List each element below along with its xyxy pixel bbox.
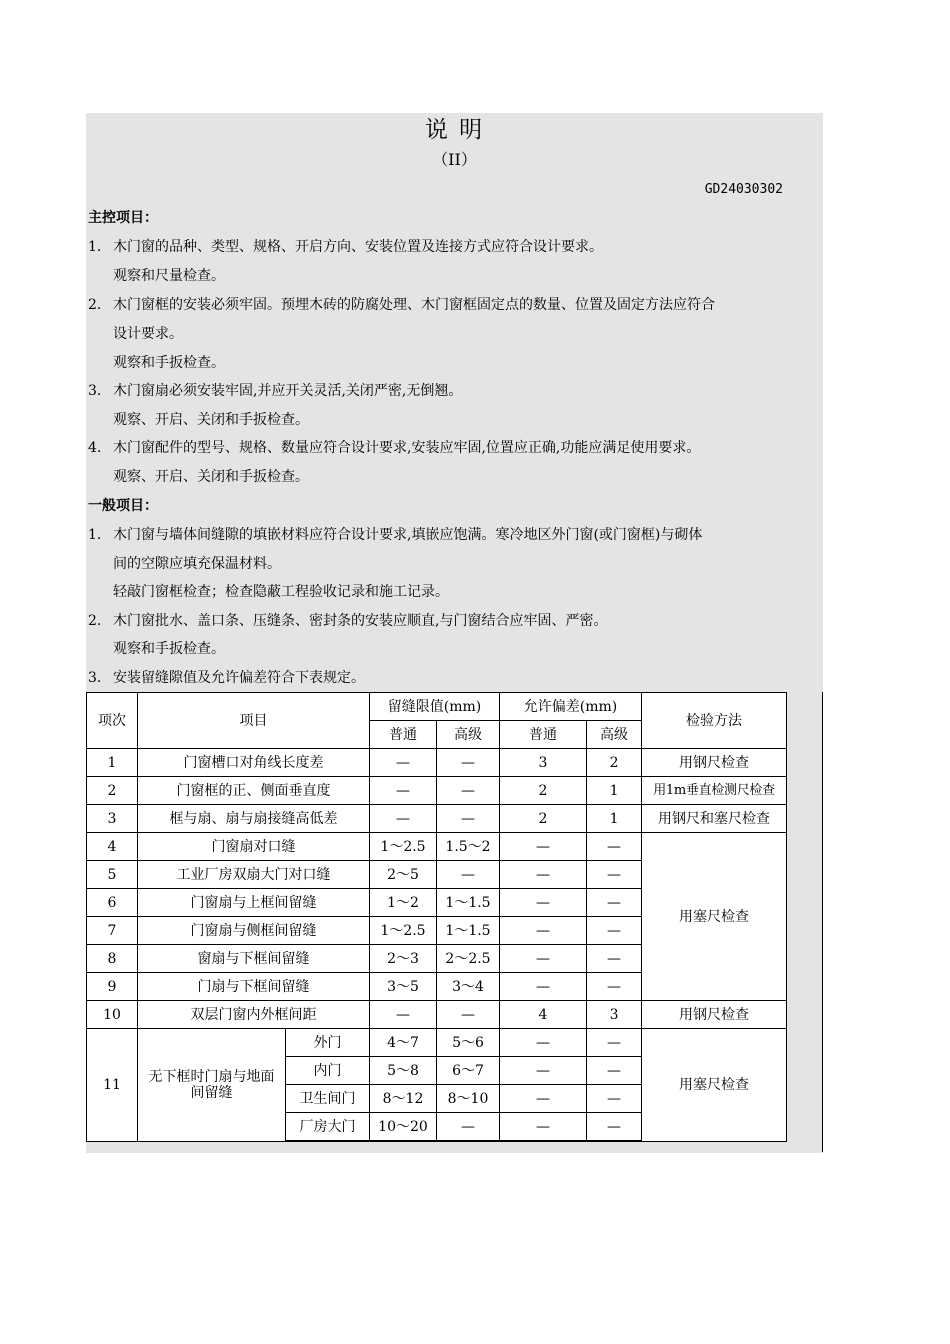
gap-high: —: [437, 749, 500, 777]
gap-high: 3～4: [437, 973, 500, 1001]
item-number: 2.: [88, 613, 102, 629]
item-number: 1.: [88, 239, 102, 255]
row-number: 5: [87, 861, 138, 889]
main-item-3: [88, 381, 462, 401]
dev-high: —: [587, 1113, 642, 1142]
row-number: 9: [87, 973, 138, 1001]
dev-normal: —: [500, 1057, 587, 1085]
item-text: 木门窗配件的型号、规格、数量应符合设计要求,安装应牢固,位置应正确,功能应满足使用要求。: [113, 440, 701, 456]
general-item-2-method: 观察和手扳检查。: [113, 641, 225, 657]
gap-normal: 10～20: [370, 1113, 437, 1142]
main-item-2-continued: 设计要求。: [113, 326, 183, 342]
gap-normal: 3～5: [370, 973, 437, 1001]
main-item-4-method: 观察、开启、关闭和手扳检查。: [113, 469, 309, 485]
dev-high: 3: [587, 1001, 642, 1029]
header-gap-high: 高级: [437, 721, 500, 749]
general-items-heading: 一般项目：: [88, 498, 158, 514]
document-code: GD24030302: [704, 182, 783, 197]
gap-high: 8～10: [437, 1085, 500, 1113]
gap-high: 1～1.5: [437, 889, 500, 917]
row-item: 窗扇与下框间留缝: [138, 945, 370, 973]
dev-normal: 2: [500, 777, 587, 805]
tolerance-table: [86, 692, 787, 1142]
item-text: 安装留缝隙值及允许偏差符合下表规定。: [113, 670, 365, 686]
row-item: 门扇与下框间留缝: [138, 973, 370, 1001]
row-number: 7: [87, 917, 138, 945]
row-item: 门窗扇对口缝: [138, 833, 370, 861]
gap-high: —: [437, 805, 500, 833]
dev-high: —: [587, 889, 642, 917]
table-right-border-line: [822, 692, 823, 1152]
header-gap-limit: 留缝限值(mm): [370, 693, 500, 721]
dev-normal: —: [500, 1029, 587, 1057]
gap-normal: —: [370, 805, 437, 833]
page-subtitle: （II）: [432, 150, 477, 169]
dev-normal: —: [500, 889, 587, 917]
item-number: 3.: [88, 383, 102, 399]
row-method: 用钢尺检查: [642, 749, 787, 777]
row-item: 门窗槽口对角线长度差: [138, 749, 370, 777]
item-number: 4.: [88, 440, 102, 456]
header-gap-normal: 普通: [370, 721, 437, 749]
row-item: 工业厂房双扇大门对口缝: [138, 861, 370, 889]
gap-normal: —: [370, 749, 437, 777]
general-item-1-method: 轻敲门窗框检查；检查隐蔽工程验收记录和施工记录。: [113, 584, 449, 600]
dev-normal: —: [500, 973, 587, 1001]
dev-high: 1: [587, 777, 642, 805]
row-sub-item: 厂房大门: [286, 1113, 370, 1142]
gap-normal: 2～3: [370, 945, 437, 973]
row-number: 6: [87, 889, 138, 917]
dev-normal: —: [500, 861, 587, 889]
dev-normal: 4: [500, 1001, 587, 1029]
header-index: 项次: [87, 693, 138, 749]
main-items-heading: 主控项目：: [88, 210, 158, 226]
row-item: 无下框时门扇与地面间留缝: [138, 1029, 286, 1142]
dev-normal: 3: [500, 749, 587, 777]
row-number: 10: [87, 1001, 138, 1029]
row-item: 框与扇、扇与扇接缝高低差: [138, 805, 370, 833]
item-number: 2.: [88, 297, 102, 313]
header-method: 检验方法: [642, 693, 787, 749]
page-title: 说 明: [424, 117, 485, 143]
item-number: 1.: [88, 527, 102, 543]
header-dev-high: 高级: [587, 721, 642, 749]
row-number: 3: [87, 805, 138, 833]
row-sub-item: 外门: [286, 1029, 370, 1057]
header-allowed-deviation: 允许偏差(mm): [500, 693, 642, 721]
gap-normal: 1～2.5: [370, 833, 437, 861]
gap-normal: 5～8: [370, 1057, 437, 1085]
dev-high: —: [587, 973, 642, 1001]
row-method: 用钢尺和塞尺检查: [642, 805, 787, 833]
dev-high: —: [587, 1057, 642, 1085]
main-item-3-method: 观察、开启、关闭和手扳检查。: [113, 412, 309, 428]
row-sub-item: 卫生间门: [286, 1085, 370, 1113]
gap-normal: —: [370, 1001, 437, 1029]
dev-normal: —: [500, 945, 587, 973]
row-item: 门窗扇与侧框间留缝: [138, 917, 370, 945]
gap-high: —: [437, 1113, 500, 1142]
row-number: 4: [87, 833, 138, 861]
dev-normal: —: [500, 917, 587, 945]
row-method: 用塞尺检查: [642, 833, 787, 1001]
row-number: 2: [87, 777, 138, 805]
gap-high: 1.5～2: [437, 833, 500, 861]
dev-high: 1: [587, 805, 642, 833]
dev-high: —: [587, 833, 642, 861]
header-dev-normal: 普通: [500, 721, 587, 749]
dev-normal: —: [500, 833, 587, 861]
table-row: [87, 777, 787, 805]
row-sub-item: 内门: [286, 1057, 370, 1085]
gap-high: 1～1.5: [437, 917, 500, 945]
dev-high: —: [587, 1085, 642, 1113]
row-item: 门窗扇与上框间留缝: [138, 889, 370, 917]
row-method: 用钢尺检查: [642, 1001, 787, 1029]
gap-high: —: [437, 1001, 500, 1029]
row-method: 用1m垂直检测尺检查: [642, 777, 787, 805]
general-item-2: [88, 611, 607, 631]
item-text: 木门窗框的安装必须牢固。预埋木砖的防腐处理、木门窗框固定点的数量、位置及固定方法应符合: [113, 297, 715, 313]
dev-normal: 2: [500, 805, 587, 833]
gap-normal: 1～2.5: [370, 917, 437, 945]
main-item-4: [88, 438, 700, 458]
dev-high: —: [587, 917, 642, 945]
table-row: [87, 1001, 787, 1029]
gap-normal: —: [370, 777, 437, 805]
item-text: 木门窗与墙体间缝隙的填嵌材料应符合设计要求,填嵌应饱满。寒冷地区外门窗(或门窗框)与砌体: [113, 527, 703, 543]
gap-high: —: [437, 861, 500, 889]
gap-normal: 2～5: [370, 861, 437, 889]
dev-high: —: [587, 1029, 642, 1057]
gap-normal: 1～2: [370, 889, 437, 917]
main-item-2: [88, 295, 715, 315]
table-row: [87, 1029, 787, 1057]
general-item-1: [88, 525, 702, 545]
gap-high: 6～7: [437, 1057, 500, 1085]
row-number: 8: [87, 945, 138, 973]
table-row: [87, 833, 787, 861]
general-item-3: [88, 668, 365, 688]
table-header-row: [87, 693, 787, 721]
table-row: [87, 749, 787, 777]
row-number: 11: [87, 1029, 138, 1142]
dev-normal: —: [500, 1085, 587, 1113]
main-item-2-method: 观察和手扳检查。: [113, 355, 225, 371]
gap-normal: 4～7: [370, 1029, 437, 1057]
dev-high: 2: [587, 749, 642, 777]
main-item-1: [88, 237, 603, 257]
gap-high: 5～6: [437, 1029, 500, 1057]
item-text: 木门窗的品种、类型、规格、开启方向、安装位置及连接方式应符合设计要求。: [113, 239, 603, 255]
main-item-1-method: 观察和尺量检查。: [113, 268, 225, 284]
dev-high: —: [587, 861, 642, 889]
gap-high: —: [437, 777, 500, 805]
gap-high: 2～2.5: [437, 945, 500, 973]
item-text: 木门窗扇必须安装牢固,并应开关灵活,关闭严密,无倒翘。: [113, 383, 463, 399]
general-item-1-continued: 间的空隙应填充保温材料。: [113, 556, 281, 572]
row-item: 双层门窗内外框间距: [138, 1001, 370, 1029]
dev-high: —: [587, 945, 642, 973]
table-row: [87, 805, 787, 833]
item-number: 3.: [88, 670, 102, 686]
item-text: 木门窗批水、盖口条、压缝条、密封条的安装应顺直,与门窗结合应牢固、严密。: [113, 613, 608, 629]
row-method: 用塞尺检查: [642, 1029, 787, 1142]
gap-normal: 8～12: [370, 1085, 437, 1113]
header-item: 项目: [138, 693, 370, 749]
row-item: 门窗框的正、侧面垂直度: [138, 777, 370, 805]
dev-normal: —: [500, 1113, 587, 1142]
row-number: 1: [87, 749, 138, 777]
